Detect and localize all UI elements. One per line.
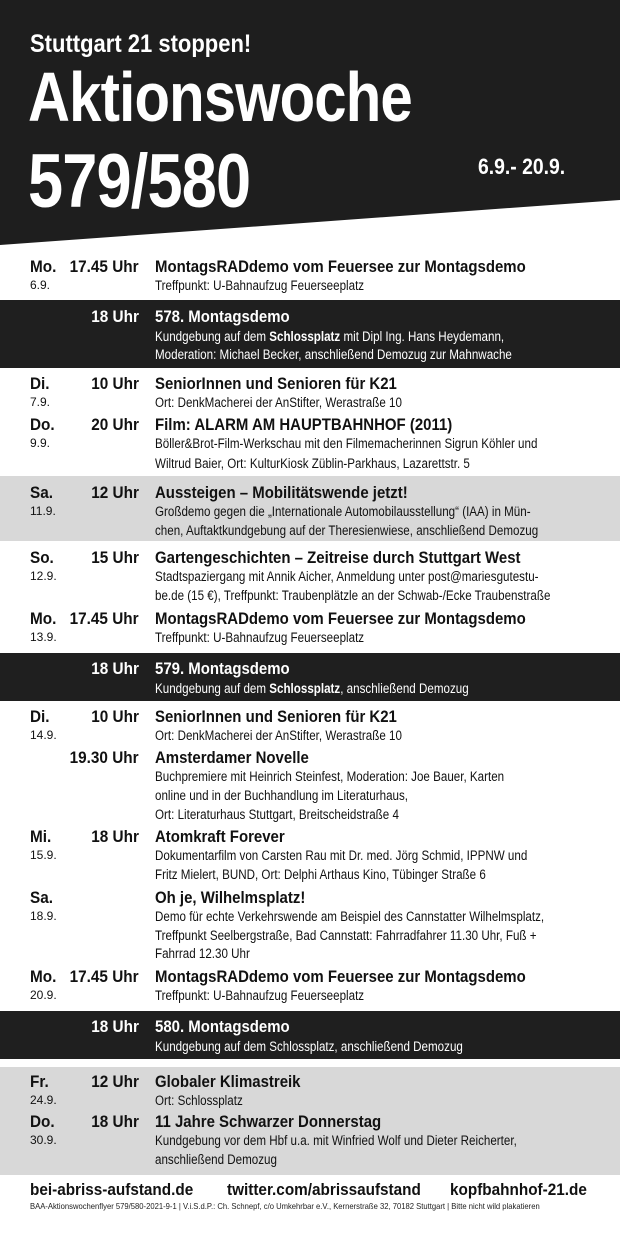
- event-desc: Kundgebung vor dem Hbf u.a. mit Winfried Wolf und Dieter Reicherter,: [155, 1133, 517, 1148]
- event-date: 11.9.: [30, 504, 56, 518]
- event-time: 18 Uhr: [91, 307, 139, 326]
- event-desc: Kundgebung auf dem Schlossplatz, anschließend Demozug: [155, 1039, 463, 1054]
- event-date: 12.9.: [30, 569, 57, 583]
- event-date: 9.9.: [30, 436, 51, 450]
- event-day: Mo.: [30, 609, 57, 628]
- event-time: 18 Uhr: [91, 827, 139, 846]
- event-date: 24.9.: [30, 1093, 57, 1107]
- event-day: Fr.: [30, 1072, 49, 1091]
- event-desc: Großdemo gegen die „Internationale Automobilausstellung“ (IAA) in Mün-: [155, 504, 531, 519]
- event-desc: Fahrrad 12.30 Uhr: [155, 946, 250, 961]
- event-time: 12 Uhr: [91, 483, 139, 502]
- event-time: 19.30 Uhr: [70, 748, 139, 767]
- event-day: So.: [30, 548, 54, 567]
- event-title: Globaler Klimastreik: [155, 1072, 301, 1091]
- event-time: 17.45 Uhr: [70, 967, 139, 986]
- event-desc: Treffpunkt: U-Bahnaufzug Feuerseeplatz: [155, 988, 365, 1003]
- link-twitter[interactable]: twitter.com/abrissaufstand: [227, 1180, 421, 1199]
- event-desc: chen, Auftaktkundgebung auf der Theresienwiese, anschließend Demozug: [155, 523, 539, 538]
- event-time: 18 Uhr: [91, 1017, 139, 1036]
- event-desc: Dokumentarfilm von Carsten Rau mit Dr. med. Jörg Schmid, IPPNW und: [155, 848, 528, 863]
- event-desc: Ort: Literaturhaus Stuttgart, Breitscheidstraße 4: [155, 807, 399, 822]
- event-time: 15 Uhr: [91, 548, 139, 567]
- event-time: 10 Uhr: [91, 707, 139, 726]
- event-desc: Moderation: Michael Becker, anschließend Demozug zur Mahnwache: [155, 347, 512, 362]
- event-time: 17.45 Uhr: [70, 257, 139, 276]
- event-desc: anschließend Demozug: [155, 1152, 277, 1167]
- event-date: 20.9.: [30, 988, 57, 1002]
- event-title: SeniorInnen und Senioren für K21: [155, 374, 397, 393]
- event-date: 7.9.: [30, 395, 51, 409]
- event-time: 20 Uhr: [91, 415, 139, 434]
- event-time: 10 Uhr: [91, 374, 139, 393]
- date-range: 6.9.- 20.9.: [478, 154, 566, 179]
- event-title: Amsterdamer Novelle: [155, 748, 309, 767]
- event-desc: Ort: Schlossplatz: [155, 1093, 243, 1108]
- page-title: Aktionswoche: [28, 58, 412, 136]
- link-bei-abriss-aufstand[interactable]: bei-abriss-aufstand.de: [30, 1180, 194, 1199]
- event-date: 14.9.: [30, 728, 57, 742]
- event-title: MontagsRADdemo vom Feuersee zur Montagsdemo: [155, 967, 526, 986]
- week-numbers: 579/580: [28, 139, 251, 224]
- event-desc: Treffpunkt: U-Bahnaufzug Feuerseeplatz: [155, 278, 365, 293]
- event-day: Sa.: [30, 483, 53, 502]
- link-kopfbahnhof[interactable]: kopfbahnhof-21.de: [450, 1180, 587, 1199]
- event-title: Atomkraft Forever: [155, 827, 285, 846]
- event-title: Gartengeschichten – Zeitreise durch Stuttgart West: [155, 548, 521, 567]
- event-time: 17.45 Uhr: [70, 609, 139, 628]
- event-day: Di.: [30, 707, 50, 726]
- event-desc: online und in der Buchhandlung im Literaturhaus,: [155, 788, 409, 803]
- event-title: MontagsRADdemo vom Feuersee zur Montagsdemo: [155, 609, 526, 628]
- event-time: 18 Uhr: [91, 1112, 139, 1131]
- event-date: 18.9.: [30, 909, 57, 923]
- event-day: Sa.: [30, 888, 53, 907]
- event-title: 578. Montagsdemo: [155, 307, 290, 326]
- event-desc: Ort: DenkMacherei der AnStifter, Werastraße 10: [155, 395, 402, 410]
- event-day: Mo.: [30, 257, 57, 276]
- event-date: 6.9.: [30, 278, 51, 292]
- event-desc: Stadtspaziergang mit Annik Aicher, Anmeldung unter post@mariesgutestu-: [155, 569, 539, 584]
- event-desc: Demo für echte Verkehrswende am Beispiel des Cannstatter Wilhelmsplatz,: [155, 909, 545, 924]
- event-desc: Böller&Brot-Film-Werkschau mit den Filmemacherinnen Sigrun Köhler und: [155, 436, 538, 451]
- subtitle: Stuttgart 21 stoppen!: [30, 30, 252, 58]
- event-desc: Buchpremiere mit Heinrich Steinfest, Moderation: Joe Bauer, Karten: [155, 769, 505, 784]
- event-title: Oh je, Wilhelmsplatz!: [155, 888, 306, 907]
- imprint: BAA-Aktionswochenflyer 579/580-2021-9-1 | V.i.S.d.P.: Ch. Schnepf, c/o Umkehrbar e.V., Kernerstraße 32, 70182 Stuttgart | Bitte nicht wild plakatieren: [30, 1201, 540, 1211]
- event-desc: Fritz Mielert, BUND, Ort: Delphi Arthaus Kino, Tübinger Straße 6: [155, 867, 486, 882]
- event-desc: Kundgebung auf dem Schlossplatz mit Dipl Ing. Hans Heydemann,: [155, 329, 505, 344]
- event-title: 11 Jahre Schwarzer Donnerstag: [155, 1112, 382, 1131]
- event-date: 30.9.: [30, 1133, 57, 1147]
- event-title: SeniorInnen und Senioren für K21: [155, 707, 397, 726]
- event-time: 12 Uhr: [91, 1072, 139, 1091]
- event-date: 13.9.: [30, 630, 57, 644]
- event-day: Mi.: [30, 827, 52, 846]
- event-title: Aussteigen – Mobilitätswende jetzt!: [155, 483, 408, 502]
- event-title: MontagsRADdemo vom Feuersee zur Montagsdemo: [155, 257, 526, 276]
- event-date: 15.9.: [30, 848, 57, 862]
- event-title: 579. Montagsdemo: [155, 659, 290, 678]
- event-day: Do.: [30, 415, 55, 434]
- event-time: 18 Uhr: [91, 659, 139, 678]
- event-desc: be.de (15 €), Treffpunkt: Traubenplätzle an der Schwab-/Ecke Traubenstraße: [155, 588, 551, 603]
- event-desc: Treffpunkt: U-Bahnaufzug Feuerseeplatz: [155, 630, 365, 645]
- header-banner: [0, 0, 620, 245]
- event-title: 580. Montagsdemo: [155, 1017, 290, 1036]
- event-desc: Wiltrud Baier, Ort: KulturKiosk Züblin-Parkhaus, Lazarettstr. 5: [155, 456, 470, 471]
- event-day: Mo.: [30, 967, 57, 986]
- event-title: Film: ALARM AM HAUPTBAHNHOF (2011): [155, 415, 453, 434]
- event-day: Do.: [30, 1112, 55, 1131]
- event-desc: Kundgebung auf dem Schlossplatz, anschließend Demozug: [155, 681, 469, 696]
- event-day: Di.: [30, 374, 50, 393]
- event-desc: Ort: DenkMacherei der AnStifter, Werastraße 10: [155, 728, 402, 743]
- footer-links: [30, 1180, 592, 1200]
- event-desc: Treffpunkt Seelbergstraße, Bad Cannstatt: Fahrradfahrer 11.30 Uhr, Fuß +: [155, 928, 537, 943]
